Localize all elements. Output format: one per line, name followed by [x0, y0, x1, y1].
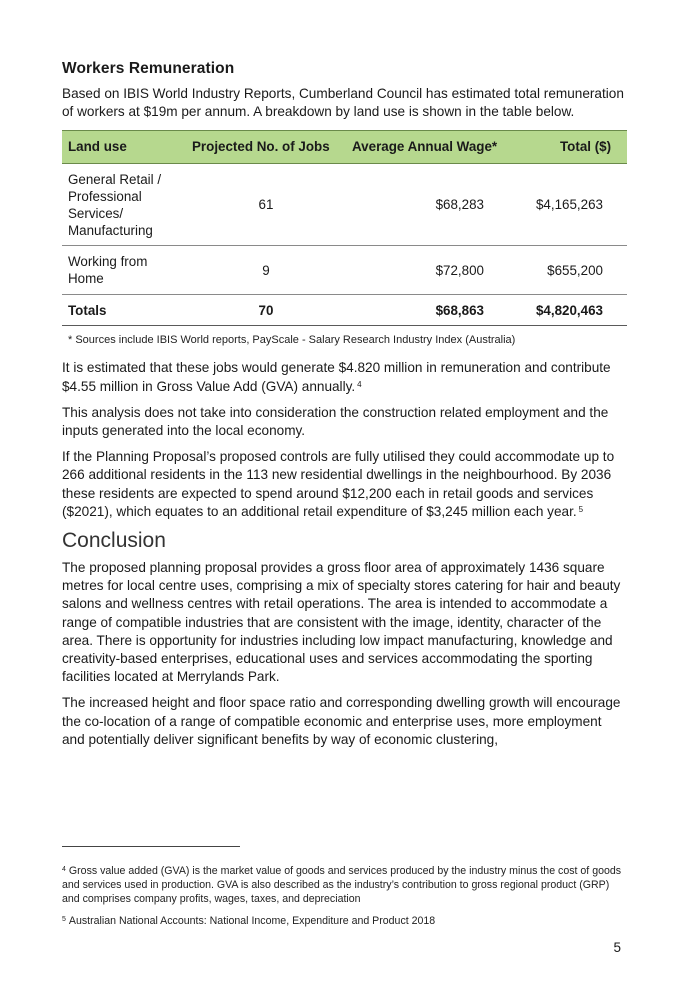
cell-total: $4,165,263: [520, 164, 627, 246]
table-source-note: * Sources include IBIS World reports, PayScale - Salary Research Industry Index (Australia): [68, 334, 516, 347]
gva-paragraph-text: It is estimated that these jobs would generate $4.820 million in remuneration and contribute $4.55 million in Gross Value Add (GVA) annually.: [62, 360, 611, 394]
footnote-4-number: 4: [62, 866, 66, 873]
totals-jobs: 70: [186, 295, 346, 326]
header-total: Total ($): [520, 131, 627, 164]
workers-intro-paragraph: Based on IBIS World Industry Reports, Cumberland Council has estimated total remuneration of workers at $19m per annum. A breakdown by land use is shown in the table below.: [62, 86, 624, 120]
table-row: [62, 164, 627, 246]
residents-paragraph-text: If the Planning Proposal’s proposed controls are fully utilised they could accommodate up to 266 additional residents in the 113 new residential dwellings in the neighbourhood. By 2036 these residents are expected to spend around $12,200 each in retail goods and services ($2021), which equates to an additional retail expenditure of $3,245 million each year.: [62, 449, 615, 519]
cell-jobs: 61: [186, 164, 346, 246]
footnote-ref-4: 4: [357, 379, 362, 389]
conclusion-paragraph-2: The increased height and floor space ratio and corresponding dwelling growth will encourage the co-location of a range of compatible economic and enterprise uses, more employment and potentially deliver significant benefits by way of economic clustering,: [62, 695, 621, 747]
cell-total: $655,200: [520, 246, 627, 295]
gva-paragraph: [62, 359, 627, 395]
footnote-4: [62, 864, 627, 906]
header-land-use: Land use: [62, 131, 186, 164]
cell-wage: $72,800: [346, 246, 520, 295]
conclusion-paragraph-1: The proposed planning proposal provides a gross floor area of approximately 1436 square metres for local centre uses, comprising a mix of specialty stores catering for hair and beauty salons and wellness centres with retail operations. The area is intended to accommodate a range of compatible industries that are consistent with the image, identity, character of the area. There is opportunity for industries including low impact manufacturing, knowledge and creativity-based enterprises, educational uses and services accommodating the sporting facilities located at Merrylands Park.: [62, 560, 621, 685]
footnote-5: [62, 914, 627, 928]
residents-paragraph: [62, 448, 627, 521]
conclusion-heading: Conclusion: [62, 529, 166, 553]
totals-label: Totals: [62, 295, 186, 326]
cell-wage: $68,283: [346, 164, 520, 246]
table-row: [62, 246, 627, 295]
footnote-divider: [62, 846, 240, 847]
construction-paragraph: This analysis does not take into consideration the construction related employment and the inputs generated into the local economy.: [62, 404, 609, 439]
page-number: 5: [613, 940, 621, 955]
cell-land-use: General Retail / Professional Services/ Manufacturing: [62, 164, 186, 246]
footnote-ref-5: 5: [578, 504, 584, 514]
footnote-5-text: Australian National Accounts: National Income, Expenditure and Product 2018: [68, 915, 436, 927]
header-projected-jobs: Projected No. of Jobs: [186, 131, 346, 164]
cell-land-use: Working from Home: [62, 246, 186, 295]
cell-jobs: 9: [186, 246, 346, 295]
remuneration-table: [62, 130, 627, 326]
page-content: [62, 60, 627, 757]
footnote-5-number: 5: [62, 916, 66, 923]
footnote-4-text: Gross value added (GVA) is the market value of goods and services produced by the industry minus the cost of goods and services used in production. GVA is also described as the industry’s contribution to gross regional product (GRP) and comprises company profits, wages, taxes, and depreciation: [62, 865, 622, 905]
header-average-wage: Average Annual Wage*: [346, 131, 520, 164]
totals-total: $4,820,463: [520, 295, 627, 326]
totals-wage: $68,863: [346, 295, 520, 326]
workers-remuneration-heading: Workers Remuneration: [62, 60, 235, 77]
table-totals-row: [62, 295, 627, 326]
footnotes: [62, 864, 627, 936]
table-header-row: [62, 131, 627, 164]
